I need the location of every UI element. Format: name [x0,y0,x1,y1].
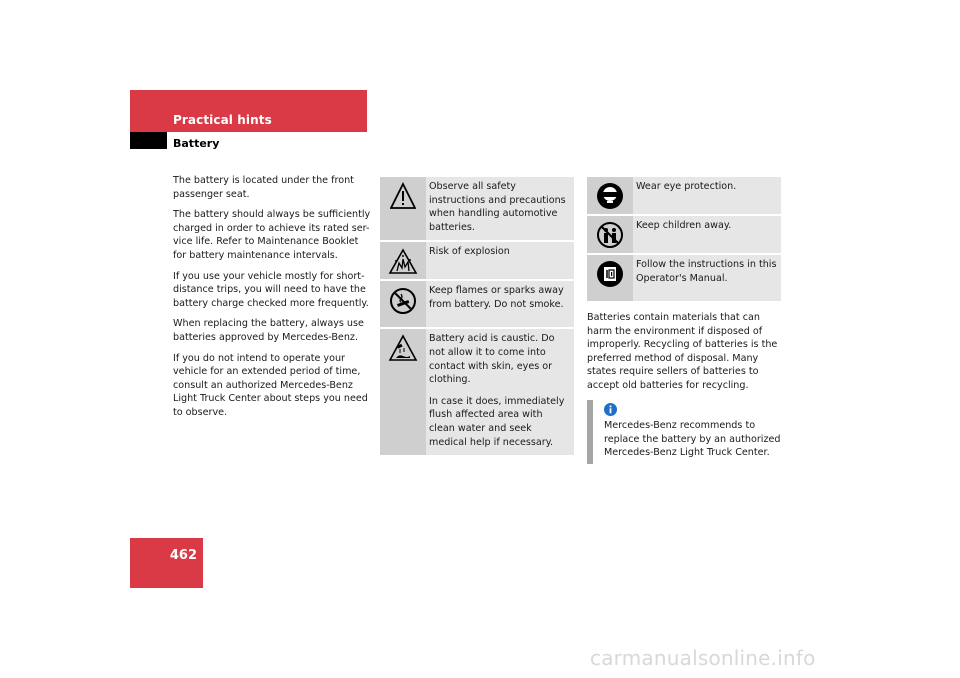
info-icon [604,403,617,416]
eye-protection-icon [596,182,624,210]
warning-text: Keep flames or sparks away from battery. Do not smoke. [426,280,574,328]
corrosive-acid-icon [388,334,418,362]
warning-row [380,328,574,455]
warning-triangle-icon [390,182,416,210]
paragraph: The battery is located under the front passenger seat. [173,175,354,200]
warning-text-block [426,328,574,455]
recycling-text: Batteries contain materials that can harm the environment if disposed of improperly. Recycling of batteries is the preferred method of disposal. Many states require sellers of batteries to accept old batteries for recycling. [587,312,778,391]
warning-text: Battery acid is caustic. Do not allow it to come into contact with skin, eyes or clothing. [429,333,555,386]
note-bar [587,400,593,464]
warning-text: Observe all safety instructions and precautions when handling automotive batteries. [426,177,574,241]
warning-row [380,280,574,328]
no-fire-smoking-icon [388,286,418,316]
warning-row [587,254,781,301]
warning-text: Keep children away. [633,215,781,254]
warning-row [380,177,574,241]
page-number: 462 [169,548,197,563]
read-manual-icon [596,260,624,288]
section-title: Practical hints [173,113,272,127]
subsection-title: Battery [173,137,220,150]
warning-row [587,215,781,254]
watermark: carmanualsonline.info [590,646,816,670]
page-number-box [130,538,203,588]
header-marker [130,132,167,149]
warning-text: Follow the instructions in this Operator's Manual. [633,254,781,301]
paragraph: If you use your vehicle mostly for short-distance trips, you will need to have the battery charge checked more frequently. [173,270,369,309]
warning-text: In case it does, immediately flush affected area with clean water and seek medical help if necessary. [429,395,565,448]
info-note-text: Mercedes-Benz recommends to replace the battery by an authorized Mercedes-Benz Light Truck Center. [604,420,781,459]
body-text [173,174,373,427]
warning-row [587,177,781,215]
paragraph: When replacing the battery, always use batteries approved by Mercedes-Benz. [173,318,364,343]
explosion-icon [388,247,418,275]
warning-row [380,241,574,280]
warning-text: Wear eye protection. [633,177,781,215]
warning-text: Risk of explosion [426,241,574,280]
battery-warnings-table-right [587,177,781,301]
paragraph: If you do not intend to operate your vehicle for an extended period of time, consult an authorized Mercedes-Benz Light Truck Center about steps you need to observe. [173,352,368,418]
keep-children-away-icon [596,221,624,249]
paragraph: The battery should always be sufficiently charged in order to achieve its rated ser-vice life. Refer to Maintenance Booklet for battery maintenance intervals. [173,209,371,261]
battery-warnings-table [380,177,574,455]
